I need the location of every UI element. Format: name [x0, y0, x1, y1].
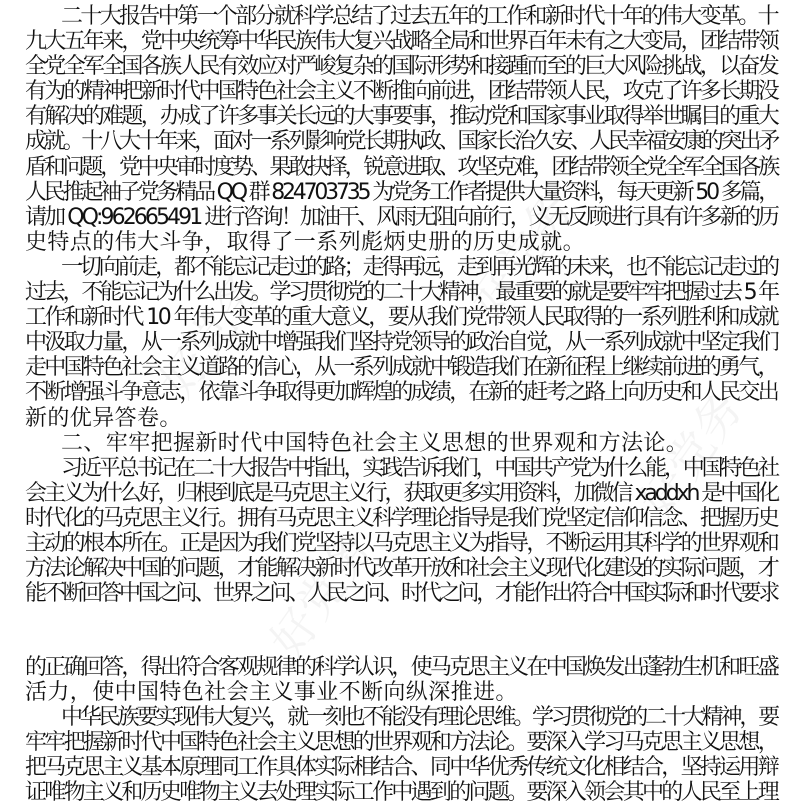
top-section [25, 4, 777, 606]
text-line: 过去，不能忘记为什么出发。学习贯彻党的二十大精神，最重要的就是要牢牢把握过去 5 年 [25, 280, 777, 306]
section-heading [25, 431, 777, 456]
text-line: 不断增强斗争意志，依靠斗争取得更加辉煌的成绩，在新的赶考之路上向历史和人民交出 [25, 380, 777, 406]
text-line: 中汲取力量，从一系列成就中增强我们坚持党领导的政治自觉，从一系列成就中坚定我们 [25, 330, 777, 356]
text-line: 盾和问题，党中央审时度势、果敢抉择，锐意进取、攻坚克难，团结带领全党全军全国各族 [25, 154, 777, 180]
text-line: 能不断回答中国之问、世界之问、人民之问、时代之问，才能作出符合中国实际和时代要求 [25, 581, 777, 607]
text-line: 人民推起袖子党务精品 QQ 群 824703735 为党务工作者提供大量资料，每天更新 50 多篇， [25, 179, 777, 205]
paragraph-6 [25, 705, 777, 805]
bottom-section [25, 655, 777, 806]
text-line: 中华民族要实现伟大复兴，就一刻也不能没有理论思维。学习贯彻党的二十大精神，要 [61, 705, 777, 731]
text-line: 一切向前走，都不能忘记走过的路；走得再远，走到再光辉的未来，也不能忘记走过的 [61, 254, 777, 280]
text-line: 把马克思主义基本原理同工作具体实际相结合、同中华优秀传统文化相结合，坚持运用辩 [25, 755, 777, 781]
text-line: 主动的根本所在。正是因为我们党坚持以马克思主义为指导，不断运用其科学的世界观和 [25, 530, 777, 556]
text-line: 新的优异答卷。 [25, 405, 182, 431]
text-line: 有解决的难题，办成了许多事关长远的大事要事，推动党和国家事业取得举世瞩目的重大 [25, 104, 777, 130]
paragraph-2 [25, 255, 777, 431]
paragraph-5 [25, 655, 777, 705]
watermark: 好党务 [259, 522, 384, 667]
text-line: 证唯物主义和历史唯物主义去处理实际工作中遇到的问题。要深入领会其中的人民至上理 [25, 780, 777, 806]
text-line: 走中国特色社会主义道路的信心，从一系列成就中锻造我们在新征程上继续前进的勇气， [25, 355, 777, 381]
text-line: 活力，使中国特色社会主义事业不断向纵深推进。 [25, 680, 518, 706]
watermark: 好党务 [629, 382, 754, 527]
text-line: 会主义为什么好，归根到底是马克思主义行，获取更多实用资料，加微信 xaddxh 是中国化 [25, 480, 777, 506]
watermark: 好党务 [149, 262, 274, 407]
text-line: 工作和新时代 10 年伟大变革的重大意义，要从我们党带领人民取得的一系列胜利和成就 [25, 305, 777, 331]
text-line: 二十大报告中第一个部分就科学总结了过去五年的工作和新时代十年的伟大变革。十 [61, 4, 777, 29]
text-line: 时代化的马克思主义行。拥有马克思主义科学理论指导是我们党坚定信仰信念、把握历史 [25, 505, 777, 531]
text-line: 有为的精神把新时代中国特色社会主义不断推向前进，团结带领人民，攻克了许多长期没 [25, 79, 777, 105]
text-line: 牢牢把握新时代中国特色社会主义思想的世界观和方法论。要深入学习马克思主义思想， [25, 730, 777, 756]
text-line: 成就。十八大十年来，面对一系列影响党长期执政、国家长治久安、人民幸福安康的突出矛 [25, 129, 777, 155]
paragraph-4 [25, 456, 777, 607]
text-line: 请加 QQ:962665491 进行咨询！加油干、风雨无阻向前行，义无反顾进行具有许多新的历 [25, 204, 777, 230]
text-line: 九大五年来，党中央统筹中华民族伟大复兴战略全局和世界百年未有之大变局，团结带领 [25, 29, 777, 55]
text-line: 全党全军全国各族人民有效应对严峻复杂的国际形势和接踵而至的巨大风险挑战，以奋发 [25, 54, 777, 80]
paragraph-1 [25, 4, 777, 255]
text-line: 的正确回答，得出符合客观规律的科学认识，使马克思主义在中国焕发出蓬勃生机和旺盛 [25, 655, 777, 680]
text-line: 史特点的伟大斗争，取得了一系列彪炳史册的历史成就。 [25, 229, 586, 255]
watermark: 好党务 [459, 182, 584, 327]
text-line: 方法论解决中国的问题，才能解决新时代改革开放和社会主义现代化建设的实际问题，才 [25, 556, 777, 582]
heading-line: 二、牢牢把握新时代中国特色社会主义思想的世界观和方法论。 [61, 430, 689, 456]
text-line: 习近平总书记在二十大报告中指出，实践告诉我们，中国共产党为什么能，中国特色社 [61, 455, 777, 481]
